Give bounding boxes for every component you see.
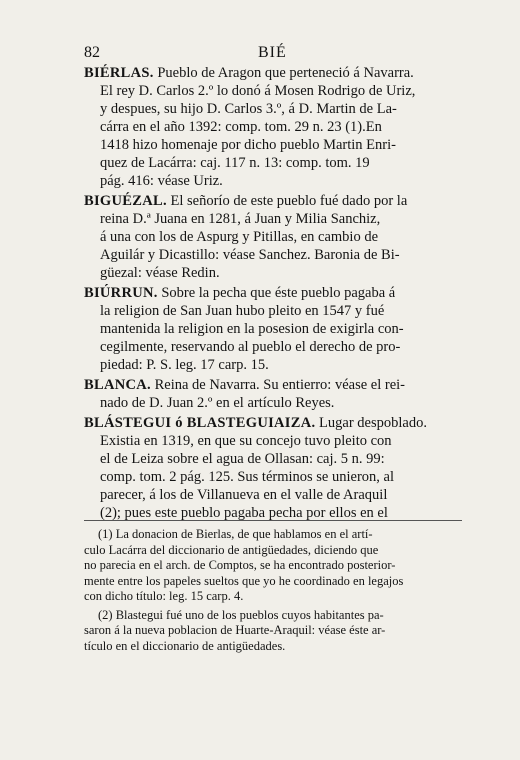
entry-text: Sobre la pecha que éste pueblo pagaba á (157, 285, 396, 301)
entry-bierlas (84, 64, 462, 190)
entry-line: reina D.ª Juana en 1281, á Juan y Milia Sanchiz, (100, 211, 381, 227)
entry-first-line (84, 192, 462, 210)
running-head: BIÉ (258, 44, 287, 61)
entry-line: comp. tom. 2 pág. 125. Sus términos se unieron, al (100, 469, 394, 485)
headword: BIÚRRUN. (84, 285, 158, 301)
footnote-rule (84, 520, 462, 521)
footnote-line: con dicho título: leg. 15 carp. 4. (84, 589, 244, 603)
entry-line: la religion de San Juan hubo pleito en 1547 y fué (100, 303, 385, 319)
headword: BLÁSTEGUI ó BLASTEGUIAIZA. (84, 415, 316, 431)
entry-line: piedad: P. S. leg. 17 carp. 15. (100, 357, 269, 373)
page-header (84, 44, 454, 64)
footnote-line: culo Lacárra del diccionario de antigüedades, diciendo que (84, 542, 379, 557)
entry-line: quez de Lacárra: caj. 117 n. 13: comp. tom. 19 (100, 155, 370, 171)
entry-line: (2); pues este pueblo pagaba pecha por ellos en el (100, 505, 388, 521)
entry-line: Aguilár y Dicastillo: véase Sanchez. Baronia de Bi- (100, 247, 400, 263)
entry-blastegui (84, 414, 462, 522)
entry-first-line (84, 376, 462, 394)
footnote-line: mente entre los papeles sueltos que yo he coordinado en legajos (84, 573, 404, 588)
entry-line: el de Leiza sobre el agua de Ollasan: caj. 5 n. 99: (100, 451, 385, 467)
dictionary-body (84, 64, 462, 524)
entry-line: güezal: véase Redin. (100, 265, 220, 281)
entry-line: cárra en el año 1392: comp. tom. 29 n. 23 (1).En (100, 119, 382, 135)
entry-text: Reina de Navarra. Su entierro: véase el rei- (150, 377, 406, 393)
footnote-line: no parecia en el arch. de Comptos, se ha encontrado posterior- (84, 558, 396, 572)
entry-first-line (84, 414, 462, 432)
footnote-line: (1) La donacion de Bierlas, de que hablamos en el artí- (98, 527, 373, 541)
page-number: 82 (84, 44, 100, 61)
headword: BIGUÉZAL. (84, 193, 167, 209)
entry-line: á una con los de Aspurg y Pitillas, en cambio de (100, 229, 379, 245)
entry-biurrun (84, 284, 462, 374)
entry-first-line (84, 284, 462, 302)
headword: BLANCA. (84, 377, 151, 393)
footnote-2 (84, 608, 462, 655)
footnote-1 (84, 527, 462, 605)
entry-line: parecer, á los de Villanueva en el valle de Araquil (100, 487, 388, 503)
entry-blanca (84, 376, 462, 412)
entry-text: Lugar despoblado. (315, 415, 427, 431)
footnote-line: saron á la nueva poblacion de Huarte-Araquil: véase éste ar- (84, 623, 386, 637)
entry-line: y despues, su hijo D. Carlos 3.º, á D. Martin de La- (100, 101, 397, 117)
entry-text: Pueblo de Aragon que perteneció á Navarra. (153, 65, 414, 81)
entry-line: 1418 hizo homenaje por dicho pueblo Martin Enri- (100, 137, 396, 153)
entry-line: pág. 416: véase Uriz. (100, 173, 223, 189)
entry-line: cegilmente, reservando al pueblo el derecho de pro- (100, 339, 401, 355)
entry-text: El señorío de este pueblo fué dado por la (166, 193, 408, 209)
entry-line: El rey D. Carlos 2.º lo donó á Mosen Rodrigo de Uriz, (100, 83, 416, 99)
headword: BIÉRLAS. (84, 65, 154, 81)
entry-line: Existia en 1319, en que su concejo tuvo pleito con (100, 433, 392, 449)
footnote-line: (2) Blastegui fué uno de los pueblos cuyos habitantes pa- (98, 607, 384, 622)
entry-first-line (84, 64, 462, 82)
footnotes (84, 527, 462, 654)
footnote-line: tículo en el diccionario de antigüedades. (84, 638, 286, 653)
entry-line: nado de D. Juan 2.º en el artículo Reyes. (100, 395, 335, 411)
entry-biguezal (84, 192, 462, 282)
entry-line: mantenida la religion en la posesion de exigirla con- (100, 321, 404, 337)
